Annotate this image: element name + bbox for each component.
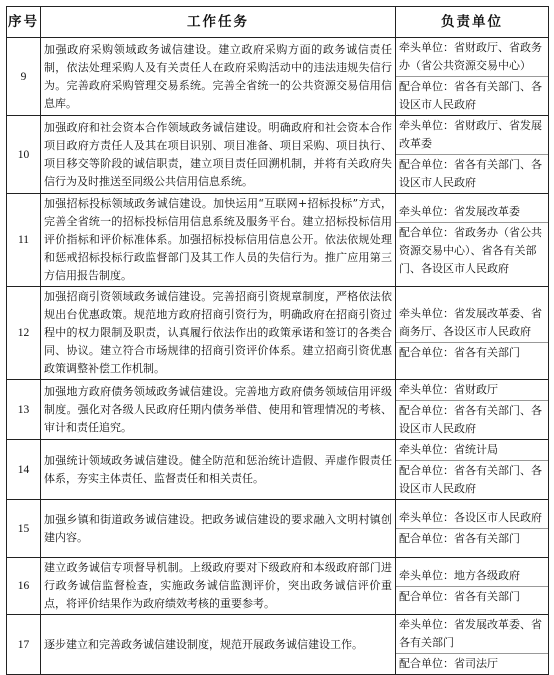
task-table — [6, 6, 549, 675]
row-task: 加强地方政府债务领域政务诚信建设。完善地方政府债务领域信用评级制度。强化对各级人民政府任期内债务举借、使用和管理情况的考核、审计和责任追究。 — [41, 380, 396, 440]
table-row — [7, 558, 549, 615]
coop-unit: 配合单位：省各有关部门、各设区市人民政府 — [399, 158, 542, 189]
row-num: 9 — [7, 38, 41, 116]
table-row — [7, 194, 549, 287]
row-task: 加强统计领域政务诚信建设。健全防范和惩治统计造假、弄虚作假责任体系，夯实主体责任、监督责任和相关责任。 — [41, 440, 396, 500]
row-unit — [396, 380, 549, 440]
unit-divider — [396, 76, 548, 77]
header-row — [7, 7, 549, 38]
row-task: 加强乡镇和街道政务诚信建设。把政务诚信建设的要求融入文明村镇创建内容。 — [41, 500, 396, 558]
row-unit — [396, 38, 549, 116]
lead-unit: 牵头单位：省财政厅 — [399, 383, 498, 396]
table-row — [7, 500, 549, 558]
row-num: 10 — [7, 116, 41, 194]
coop-unit: 配合单位：省各有关部门、各设区市人民政府 — [399, 80, 542, 111]
row-unit — [396, 500, 549, 558]
row-task: 加强政府和社会资本合作领域政务诚信建设。明确政府和社会资本合作项目政府方责任人及其在项目识别、项目准备、项目采购、项目执行、项目移交等阶段的诚信职责，建立项目责任回溯机制，并将有关政府失信行为及时推送至同级公共信用信息系统。 — [41, 116, 396, 194]
row-unit — [396, 558, 549, 615]
row-num: 14 — [7, 440, 41, 500]
coop-unit: 配合单位：省各有关部门 — [399, 589, 520, 603]
coop-unit: 配合单位：省各有关部门、各设区市人民政府 — [399, 404, 542, 435]
table-row — [7, 440, 549, 500]
row-task: 建立政务诚信专项督导机制。上级政府要对下级政府和本级政府部门进行政务诚信监督检查，实施政务诚信监测评价，突出政务诚信评价重点，将评价结果作为政府绩效考核的重要参考。 — [41, 558, 396, 615]
coop-unit: 配合单位：省司法厅 — [399, 657, 498, 670]
lead-unit: 牵头单位：省统计局 — [399, 443, 498, 456]
table-row — [7, 287, 549, 380]
coop-unit: 配合单位：省各有关部门 — [399, 345, 520, 359]
table-row — [7, 615, 549, 675]
unit-divider — [396, 400, 548, 401]
unit-divider — [396, 154, 548, 155]
lead-unit: 牵头单位：省发展改革委 — [399, 204, 520, 218]
lead-unit: 牵头单位：省财政厅、省政务办（省公共资源交易中心） — [399, 41, 542, 72]
unit-divider — [396, 342, 548, 343]
table-row — [7, 116, 549, 194]
row-task: 加强招商引资领域政务诚信建设。完善招商引资规章制度，严格依法依规出台优惠政策。规范地方政府招商引资行为，明确政府在招商引资过程中的权力限制及职责，认真履行依法作出的政策承诺和签订的各类合同、协议。建立符合市场规律的招商引资评价体系。建立招商引资优惠政策调整补偿工作机制。 — [41, 287, 396, 380]
unit-divider — [396, 528, 548, 529]
coop-unit: 配合单位：省各有关部门、各设区市人民政府 — [399, 464, 542, 495]
table-row — [7, 380, 549, 440]
unit-divider — [396, 586, 548, 587]
row-unit — [396, 440, 549, 500]
unit-divider — [396, 222, 548, 223]
lead-unit: 牵头单位：省发展改革委、省各有关部门 — [399, 618, 542, 649]
header-task: 工作任务 — [41, 7, 396, 38]
table-row — [7, 38, 549, 116]
coop-unit: 配合单位：省各有关部门 — [399, 532, 520, 545]
lead-unit: 牵头单位：各设区市人民政府 — [399, 511, 542, 524]
coop-unit: 配合单位：省政务办（省公共资源交易中心）、省各有关部门、各设区市人民政府 — [399, 225, 542, 275]
row-num: 16 — [7, 558, 41, 615]
header-unit: 负责单位 — [396, 7, 549, 38]
row-unit — [396, 116, 549, 194]
row-num: 17 — [7, 615, 41, 675]
lead-unit: 牵头单位：地方各级政府 — [399, 568, 520, 582]
row-unit — [396, 615, 549, 675]
row-unit — [396, 194, 549, 287]
row-unit — [396, 287, 549, 380]
row-num: 13 — [7, 380, 41, 440]
row-task: 加强政府采购领域政务诚信建设。建立政府采购方面的政务诚信责任制，依法处理采购人及有关责任人在政府采购活动中的违法违规失信行为。完善政府采购管理交易系统。完善全省统一的公共资源交易信用信息库。 — [41, 38, 396, 116]
lead-unit: 牵头单位：省财政厅、省发展改革委 — [399, 119, 542, 150]
row-task: 加强招标投标领域政务诚信建设。加快运用“互联网+招标投标”方式，完善全省统一的招标投标信用信息系统及服务平台。建立招标投标信用评价指标和评价标准体系。加强招标投标信用信息公开。依法依规处理和惩戒招标投标行政监督部门及其工作人员的失信行为。推广应用第三方信用报告制度。 — [41, 194, 396, 287]
row-task: 逐步建立和完善政务诚信建设制度，规范开展政务诚信建设工作。 — [41, 615, 396, 675]
lead-unit: 牵头单位：省发展改革委、省商务厅、各设区市人民政府 — [399, 306, 542, 338]
row-num: 11 — [7, 194, 41, 287]
header-num: 序号 — [7, 7, 41, 38]
unit-divider — [396, 460, 548, 461]
row-num: 12 — [7, 287, 41, 380]
row-num: 15 — [7, 500, 41, 558]
unit-divider — [396, 653, 548, 654]
